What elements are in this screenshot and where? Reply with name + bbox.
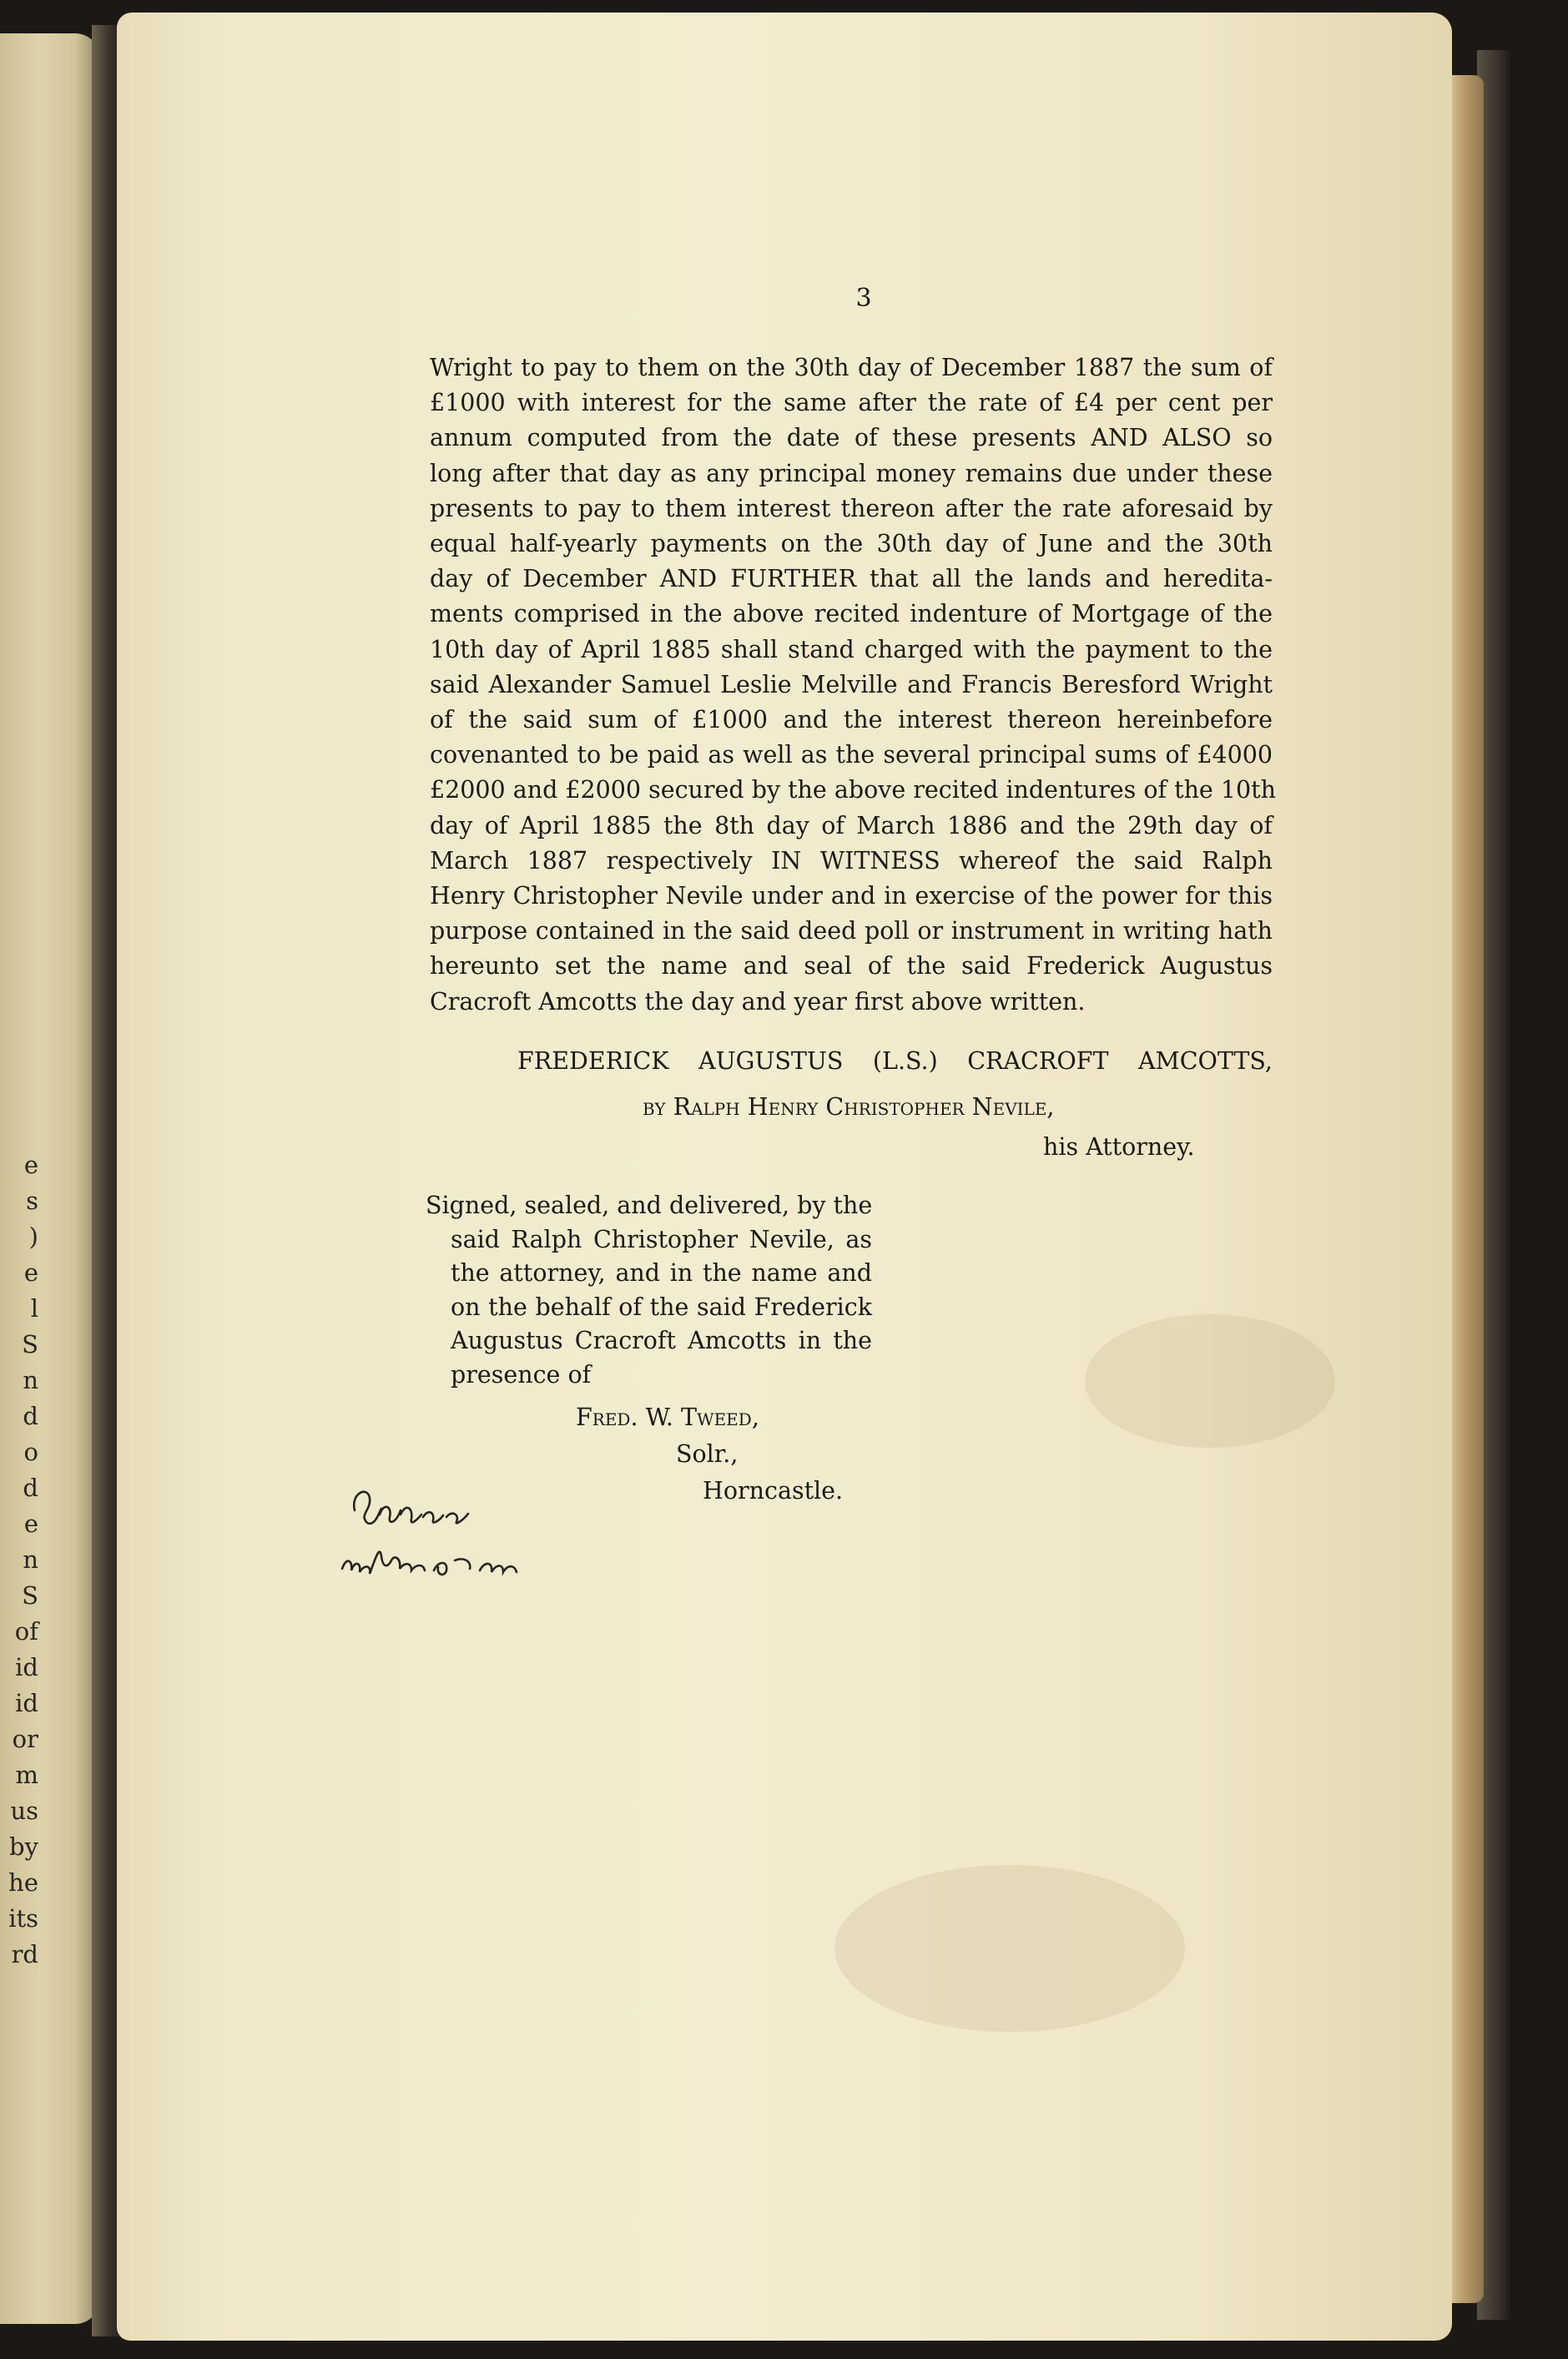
deed-text-line: purpose contained in the said deed poll or instrument in writing hath [430, 917, 1273, 945]
deed-text-line: £2000 and £2000 secured by the above recited indentures of the 10th [430, 776, 1276, 804]
attestation-line: on the behalf of the said Frederick [451, 1293, 872, 1321]
page-number: 3 [855, 284, 872, 313]
attestation-line: the attorney, and in the name and [451, 1259, 872, 1287]
left-page-text-fragments [5, 1147, 38, 1973]
left-page-fragment: its [8, 1904, 38, 1933]
left-page-fragment: or [12, 1725, 38, 1753]
attestation-line: said Ralph Christopher Nevile, as [451, 1225, 872, 1253]
left-page-fragment: by [9, 1832, 38, 1861]
deed-text-line: 10th day of April 1885 shall stand charged with the payment to the [430, 635, 1273, 663]
deed-text-line: day of December AND FURTHER that all the lands and heredita- [430, 565, 1273, 593]
paper-stain [1085, 1314, 1335, 1448]
deed-text-line: annum computed from the date of these presents AND ALSO so [430, 424, 1273, 452]
deed-text-line: Wright to pay to them on the 30th day of December 1887 the sum of [430, 354, 1273, 381]
handwritten-note-signature [330, 1477, 555, 1594]
signatory-by-line: by Ralph Henry Christopher Nevile, [643, 1093, 1055, 1121]
attestation-line: presence of [451, 1360, 592, 1389]
left-page-fragment: e [23, 1258, 38, 1287]
attestation-line: Signed, sealed, and delivered, by the [426, 1192, 873, 1219]
deed-text-line: hereunto set the name and seal of the said Frederick Augustus [430, 952, 1273, 980]
witness-name: Fred. W. Tweed, [576, 1404, 759, 1431]
left-page-fragment: rd [11, 1940, 38, 1968]
deed-text-line: day of April 1885 the 8th day of March 1886 and the 29th day of [430, 811, 1273, 839]
signatory-name-line: FREDERICK AUGUSTUS (L.S.) CRACROFT AMCOTTS, [517, 1047, 1273, 1075]
attestation-line: Augustus Cracroft Amcotts in the [451, 1327, 872, 1354]
attestation-clause [426, 1189, 872, 1392]
deed-text-line: March 1887 respectively IN WITNESS whereof the said Ralph [430, 846, 1273, 875]
deed-text-line: Henry Christopher Nevile under and in exercise of the power for this [430, 882, 1273, 910]
left-page-fragment: d [23, 1402, 38, 1430]
left-page-fragment: S [22, 1581, 38, 1610]
left-page-fragment: e [23, 1151, 38, 1179]
left-page-fragment: id [15, 1653, 38, 1681]
deed-text-line: long after that day as any principal money remains due under these [430, 459, 1273, 487]
left-page-fragment: n [23, 1366, 38, 1394]
left-page [0, 33, 100, 2324]
deed-text-line: said Alexander Samuel Leslie Melville and Francis Beresford Wright [430, 670, 1273, 698]
left-page-fragment: e [23, 1510, 38, 1538]
left-page-fragment: of [14, 1617, 38, 1646]
signatory-role-line: his Attorney. [1043, 1133, 1195, 1161]
deed-text-line: presents to pay to them interest thereon after the rate aforesaid by [430, 494, 1273, 522]
left-page-fragment: us [10, 1797, 38, 1825]
deed-text-line: ments comprised in the above recited indenture of Mortgage of the [430, 600, 1273, 628]
witness-place: Horncastle. [703, 1477, 844, 1505]
left-page-fragment: he [8, 1868, 38, 1897]
left-page-fragment: n [23, 1545, 38, 1574]
left-page-fragment: o [23, 1438, 38, 1466]
left-page-fragment: l [30, 1294, 38, 1323]
witness-title: Solr., [676, 1440, 739, 1468]
deed-text-line: Cracroft Amcotts the day and year first above written. [430, 987, 1086, 1016]
left-page-fragment: s [26, 1187, 38, 1215]
paper-stain [834, 1865, 1185, 2032]
left-page-fragment: S [22, 1330, 38, 1358]
deed-text-line: covenanted to be paid as well as the several principal sums of £4000 [430, 741, 1273, 769]
left-page-fragment: m [15, 1761, 38, 1789]
left-page-fragment: ) [28, 1222, 38, 1251]
left-page-fragment: id [15, 1689, 38, 1717]
deed-body-text [430, 350, 1276, 1020]
deed-text-line: of the said sum of £1000 and the interest thereon hereinbefore [430, 706, 1273, 734]
deed-text-line: equal half-yearly payments on the 30th day of June and the 30th [430, 530, 1273, 558]
deed-text-line: £1000 with interest for the same after the rate of £4 per cent per [430, 389, 1273, 417]
left-page-fragment: d [23, 1474, 38, 1502]
